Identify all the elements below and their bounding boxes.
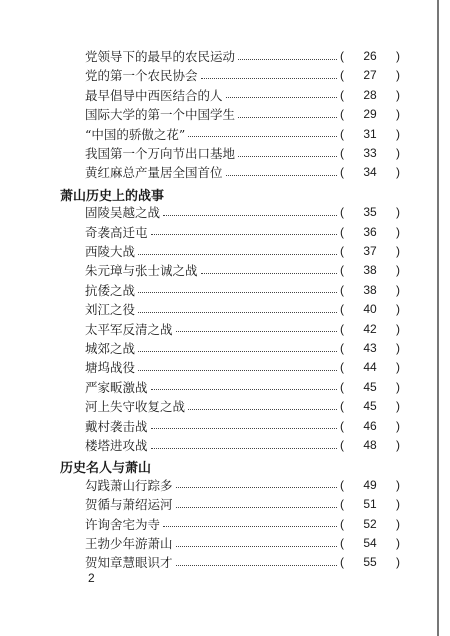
paren-close: ) (396, 360, 400, 375)
paren-close: ) (396, 516, 400, 531)
leader-dots (201, 78, 337, 79)
toc-entry[interactable] (85, 378, 400, 396)
leader-dots (151, 234, 337, 235)
leader-dots (176, 507, 337, 508)
leader-dots (151, 428, 337, 429)
page-ref-number: 36 (363, 224, 377, 239)
toc-entry-title: 贺循与萧绍运河 (85, 497, 173, 513)
toc-entry-page (340, 517, 400, 531)
paren-close: ) (396, 302, 400, 317)
paren-open: ( (340, 263, 344, 278)
paren-close: ) (396, 477, 400, 492)
toc-entry[interactable] (85, 320, 400, 338)
paren-close: ) (396, 418, 400, 433)
page-ref-number: 27 (363, 68, 377, 83)
toc-entry[interactable] (85, 534, 400, 552)
toc-entry-title: 贺知章慧眼识才 (85, 555, 173, 571)
toc-entry[interactable] (85, 144, 400, 162)
toc-entry-page (340, 263, 400, 277)
page-ref-number: 33 (363, 146, 377, 160)
page-ref-number: 26 (363, 49, 377, 63)
toc-entry-title: 河上失守收复之战 (85, 399, 186, 415)
leader-dots (176, 546, 337, 547)
toc-entry[interactable] (85, 47, 400, 65)
leader-dots (188, 136, 337, 137)
page-ref-number: 51 (363, 497, 377, 512)
toc-entry-title: 国际大学的第一个中国学生 (85, 107, 236, 123)
leader-dots (138, 370, 337, 371)
toc-entry-title: 太平军反清之战 (85, 321, 173, 337)
toc-entry-page (340, 438, 400, 452)
page-ref-number: 46 (363, 418, 377, 433)
paren-close: ) (396, 205, 400, 220)
toc-entry-page (340, 225, 400, 239)
toc-entry-page (340, 68, 400, 82)
section-heading: 历史名人与萧山 (60, 461, 152, 477)
page-number: 2 (88, 571, 95, 585)
toc-entry-title: 王勃少年游萧山 (85, 536, 173, 551)
paren-close: ) (396, 341, 400, 355)
paren-close: ) (396, 321, 400, 336)
page-ref-number: 43 (363, 341, 377, 355)
page-ref-number: 44 (363, 360, 377, 375)
toc-entry-title: 固陵吴越之战 (85, 205, 161, 221)
toc-entry-page (340, 497, 400, 511)
toc-entry-title: 党领导下的最早的农民运动 (85, 49, 236, 64)
paren-close: ) (396, 555, 400, 570)
toc-entry-title: 朱元璋与张士诚之战 (85, 263, 198, 279)
paren-open: ( (340, 282, 344, 297)
toc-entry-page (340, 146, 400, 160)
toc-entry[interactable] (85, 203, 400, 221)
toc-entry-title: “中国的骄傲之花” (85, 126, 186, 142)
toc-entry[interactable] (85, 339, 400, 357)
toc-entry[interactable] (85, 163, 400, 181)
toc-entry-title: 塘坞战役 (85, 360, 136, 376)
page-ref-number: 28 (363, 87, 377, 102)
paren-close: ) (396, 146, 400, 160)
leader-dots (238, 59, 337, 60)
leader-dots (138, 351, 337, 352)
paren-open: ( (340, 438, 344, 452)
page-ref-number: 52 (363, 516, 377, 531)
leader-dots (201, 273, 337, 274)
paren-close: ) (396, 224, 400, 239)
leader-dots (138, 254, 337, 255)
toc-entry-page (340, 360, 400, 374)
page-ref-number: 55 (363, 555, 377, 570)
toc-entry[interactable] (85, 553, 400, 571)
page-ref-number: 31 (363, 126, 377, 141)
paren-open: ( (340, 477, 344, 492)
toc-entry[interactable] (85, 417, 400, 435)
paren-open: ( (340, 165, 344, 180)
paren-open: ( (340, 87, 344, 102)
leader-dots (138, 312, 337, 313)
paren-close: ) (396, 68, 400, 83)
page-ref-number: 38 (363, 263, 377, 278)
leader-dots (138, 292, 337, 293)
toc-entry[interactable] (85, 125, 400, 143)
paren-close: ) (396, 49, 400, 63)
toc-entry-page (340, 478, 400, 492)
paren-open: ( (340, 224, 344, 239)
toc-entry-title: 我国第一个万向节出口基地 (85, 146, 236, 161)
leader-dots (238, 117, 337, 118)
paren-close: ) (396, 399, 400, 414)
toc-entry[interactable] (85, 436, 400, 454)
toc-entry[interactable] (85, 66, 400, 84)
leader-dots (151, 448, 337, 449)
paren-open: ( (340, 379, 344, 394)
paren-open: ( (340, 107, 344, 122)
toc-entry-title: 严家畈激战 (85, 379, 148, 395)
leader-dots (176, 565, 337, 566)
leader-dots (176, 331, 337, 332)
paren-close: ) (396, 438, 400, 452)
toc-entry-page (340, 341, 400, 355)
toc-entry-page (340, 244, 400, 258)
toc-entry[interactable] (85, 105, 400, 123)
paren-close: ) (396, 87, 400, 102)
leader-dots (188, 409, 337, 410)
paren-open: ( (340, 126, 344, 141)
toc-entry-title: 许询舍宅为寺 (85, 516, 161, 532)
leader-dots (238, 156, 337, 157)
paren-open: ( (340, 321, 344, 336)
paren-open: ( (340, 244, 344, 258)
toc-entry-page (340, 88, 400, 102)
toc-entry-page (340, 419, 400, 433)
toc-entry[interactable] (85, 223, 400, 241)
toc-entry-title: 刘江之役 (85, 302, 136, 318)
toc-entry-title: 勾践萧山行踪多 (85, 477, 173, 493)
paren-open: ( (340, 497, 344, 512)
toc-entry-page (340, 399, 400, 413)
paren-close: ) (396, 263, 400, 278)
toc-entry[interactable] (85, 495, 400, 513)
toc-entry-page (340, 283, 400, 297)
page-ref-number: 40 (363, 302, 377, 317)
paren-close: ) (396, 165, 400, 180)
toc-entry-title: 最早倡导中西医结合的人 (85, 87, 223, 103)
paren-open: ( (340, 360, 344, 375)
paren-open: ( (340, 555, 344, 570)
page-ref-number: 42 (363, 321, 377, 336)
toc-entry-page (340, 165, 400, 179)
paren-open: ( (340, 49, 344, 63)
paren-open: ( (340, 341, 344, 355)
page-ref-number: 38 (363, 282, 377, 297)
toc-entry-page (340, 555, 400, 569)
paren-close: ) (396, 282, 400, 297)
page-ref-number: 45 (363, 399, 377, 414)
book-spine-edge (437, 0, 439, 636)
toc-entry-title: 奇袭高迁屯 (85, 224, 148, 240)
toc-entry-page (340, 322, 400, 336)
paren-close: ) (396, 536, 400, 550)
leader-dots (226, 175, 337, 176)
toc-entry[interactable] (85, 242, 400, 260)
paren-close: ) (396, 107, 400, 122)
page-ref-number: 35 (363, 205, 377, 220)
toc-entry-page (340, 205, 400, 219)
leader-dots (176, 487, 337, 488)
paren-open: ( (340, 536, 344, 550)
paren-close: ) (396, 244, 400, 258)
toc-entry-page (340, 380, 400, 394)
paren-close: ) (396, 379, 400, 394)
toc-entry-page (340, 49, 400, 63)
toc-entry[interactable] (85, 515, 400, 533)
paren-open: ( (340, 516, 344, 531)
toc-entry-title: 楼塔进攻战 (85, 438, 148, 453)
toc-entry[interactable] (85, 261, 400, 279)
toc-entry-title: 戴村袭击战 (85, 418, 148, 434)
leader-dots (226, 97, 337, 98)
paren-open: ( (340, 68, 344, 83)
toc-entry-title: 城郊之战 (85, 341, 136, 356)
toc-entry[interactable] (85, 358, 400, 376)
toc-entry[interactable] (85, 397, 400, 415)
toc-entry[interactable] (85, 476, 400, 494)
toc-entry-title: 抗倭之战 (85, 282, 136, 298)
page-ref-number: 49 (363, 477, 377, 492)
page-ref-number: 54 (363, 536, 377, 550)
toc-entry[interactable] (85, 281, 400, 299)
page-ref-number: 34 (363, 165, 377, 180)
page-ref-number: 45 (363, 379, 377, 394)
page-ref-number: 48 (363, 438, 377, 452)
page-ref-number: 29 (363, 107, 377, 122)
paren-close: ) (396, 126, 400, 141)
toc-entry-page (340, 107, 400, 121)
section-heading: 萧山历史上的战事 (60, 188, 165, 204)
toc-entry-title: 党的第一个农民协会 (85, 68, 198, 84)
leader-dots (151, 389, 337, 390)
paren-open: ( (340, 146, 344, 160)
toc-entry-page (340, 536, 400, 550)
leader-dots (163, 526, 337, 527)
paren-open: ( (340, 418, 344, 433)
toc-entry[interactable] (85, 300, 400, 318)
leader-dots (163, 215, 337, 216)
toc-entry[interactable] (85, 86, 400, 104)
page-ref-number: 37 (363, 244, 377, 258)
paren-open: ( (340, 302, 344, 317)
paren-open: ( (340, 399, 344, 414)
toc-entry-page (340, 127, 400, 141)
paren-close: ) (396, 497, 400, 512)
toc-entry-title: 黄红麻总产量居全国首位 (85, 165, 223, 181)
toc-entry-page (340, 302, 400, 316)
paren-open: ( (340, 205, 344, 220)
toc-entry-title: 西陵大战 (85, 244, 136, 259)
